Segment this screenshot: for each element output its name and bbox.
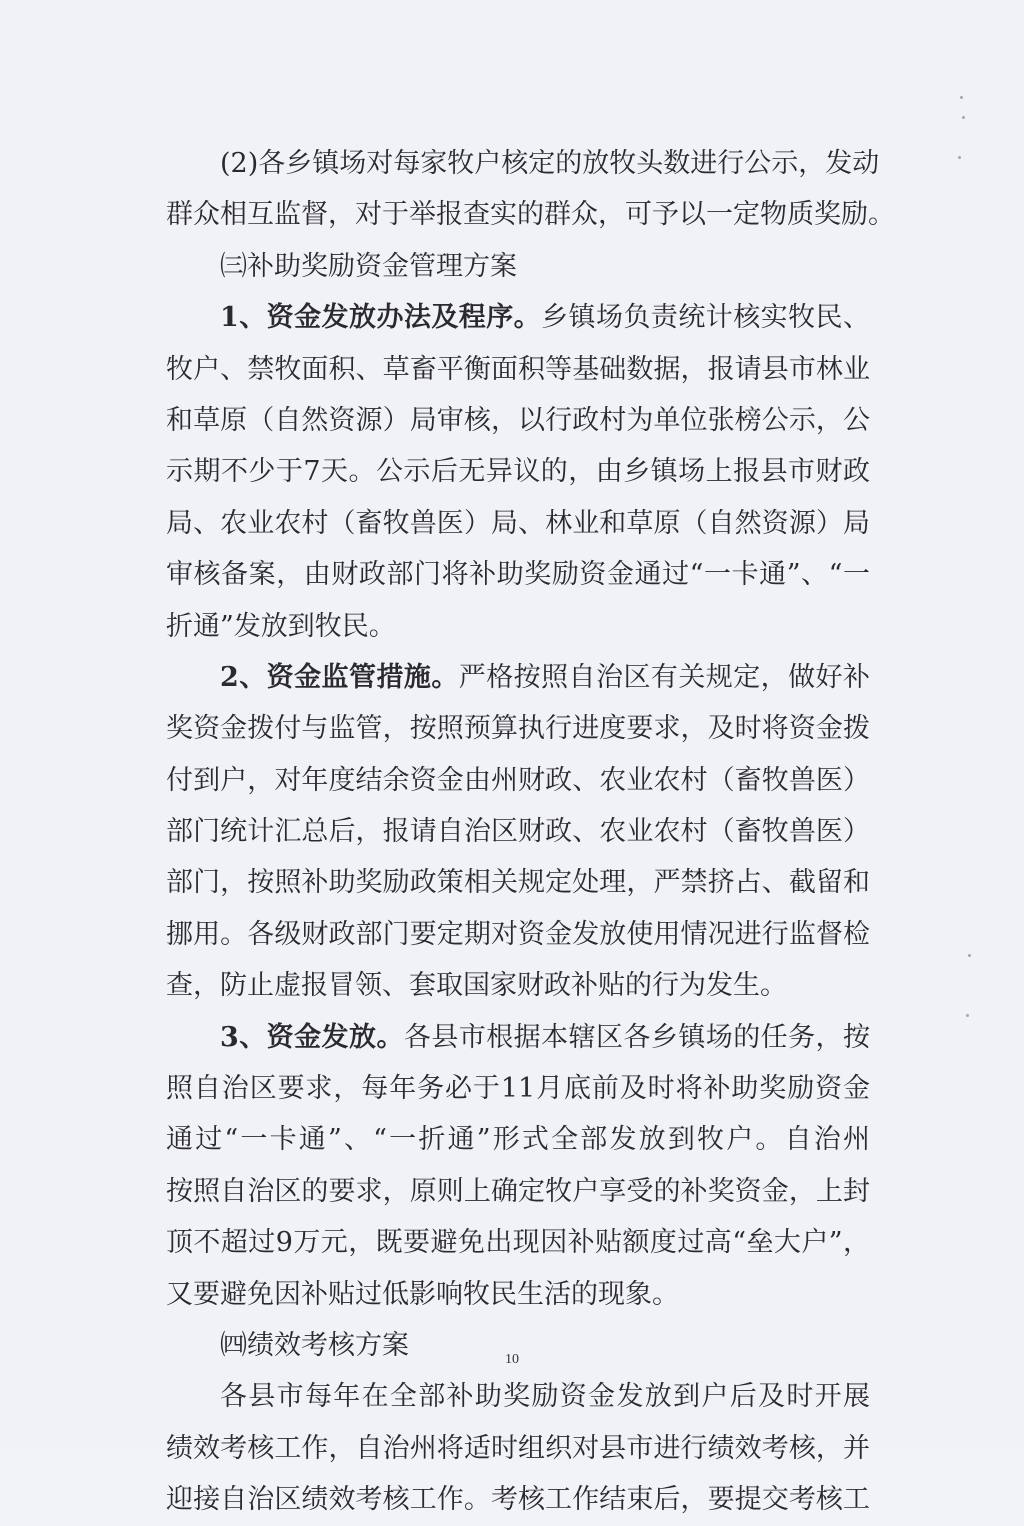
paragraph-line: [166, 652, 870, 703]
paragraph-line: 部门，按照补助奖励政策相关规定处理，严禁挤占、截留和: [166, 867, 870, 899]
paragraph-line: 和草原（自然资源）局审核，以行政村为单位张榜公示，公: [166, 404, 870, 436]
paragraph-line: 折通”发放到牧民。: [166, 610, 396, 642]
scan-speck: [962, 116, 965, 119]
paragraph-line: 查，防止虚报冒领、套取国家财政补贴的行为发生。: [166, 970, 787, 1002]
paragraph-line: 通过“一卡通”、“一折通”形式全部发放到牧户。自治州: [166, 1124, 870, 1156]
paragraph-line: 审核备案，由财政部门将补助奖励资金通过“一卡通”、“一: [166, 559, 870, 591]
paragraph-line: 示期不少于7天。公示后无异议的，由乡镇场上报县市财政: [166, 456, 870, 488]
paragraph-text: 严格按照自治区有关规定，做好补: [458, 661, 870, 693]
paragraph-line: 照自治区要求，每年务必于11月底前及时将补助奖励资金: [166, 1073, 870, 1105]
paragraph-line: 各县市每年在全部补助奖励资金发放到户后及时开展: [220, 1381, 870, 1413]
item-heading: 2、资金监管措施。: [220, 661, 459, 693]
paragraph-line: [166, 1012, 870, 1063]
paragraph-line: 部门统计汇总后，报请自治区财政、农业农村（畜牧兽医）: [166, 816, 870, 848]
item-heading: 3、资金发放。: [220, 1021, 404, 1053]
paragraph-line: 奖资金拨付与监管，按照预算执行进度要求，及时将资金拨: [166, 713, 870, 745]
paragraph-line: 按照自治区的要求，原则上确定牧户享受的补奖资金，上封: [166, 1175, 870, 1207]
paragraph-text: 各县市根据本辖区各乡镇场的任务，按: [403, 1021, 871, 1053]
paragraph-line: 顶不超过9万元，既要避免出现因补贴额度过高“垒大户”，: [166, 1227, 870, 1259]
scan-speck: [958, 156, 961, 159]
paragraph-line: [166, 292, 870, 343]
section-heading: ㈣绩效考核方案: [220, 1329, 409, 1361]
item-heading: 1、资金发放办法及程序。: [220, 302, 542, 334]
page-number: 10: [505, 1352, 519, 1367]
paragraph-line: 付到户，对年度结余资金由州财政、农业农村（畜牧兽医）: [166, 764, 870, 796]
paragraph-line: 局、农业农村（畜牧兽医）局、林业和草原（自然资源）局: [166, 507, 870, 539]
paragraph-line: 又要避免因补贴过低影响牧民生活的现象。: [166, 1278, 679, 1310]
scan-speck: [968, 954, 971, 957]
paragraph-text: 乡镇场负责统计核实牧民、: [541, 302, 870, 334]
section-heading: ㈢补助奖励资金管理方案: [220, 250, 517, 282]
paragraph-line: 牧户、禁牧面积、草畜平衡面积等基础数据，报请县市林业: [166, 353, 870, 385]
scan-speck: [960, 96, 963, 99]
paragraph-line: (2)各乡镇场对每家牧户核定的放牧头数进行公示，发动: [220, 148, 880, 179]
paragraph-line: 群众相互监督，对于举报查实的群众，可予以一定物质奖励。: [166, 199, 895, 231]
paragraph-line: 迎接自治区绩效考核工作。考核工作结束后，要提交考核工: [166, 1484, 870, 1516]
document-body: [166, 138, 895, 1526]
scan-speck: [966, 1014, 969, 1017]
paragraph-line: 绩效考核工作，自治州将适时组织对县市进行绩效考核，并: [166, 1432, 870, 1464]
paragraph-line: 挪用。各级财政部门要定期对资金发放使用情况进行监督检: [166, 918, 870, 950]
